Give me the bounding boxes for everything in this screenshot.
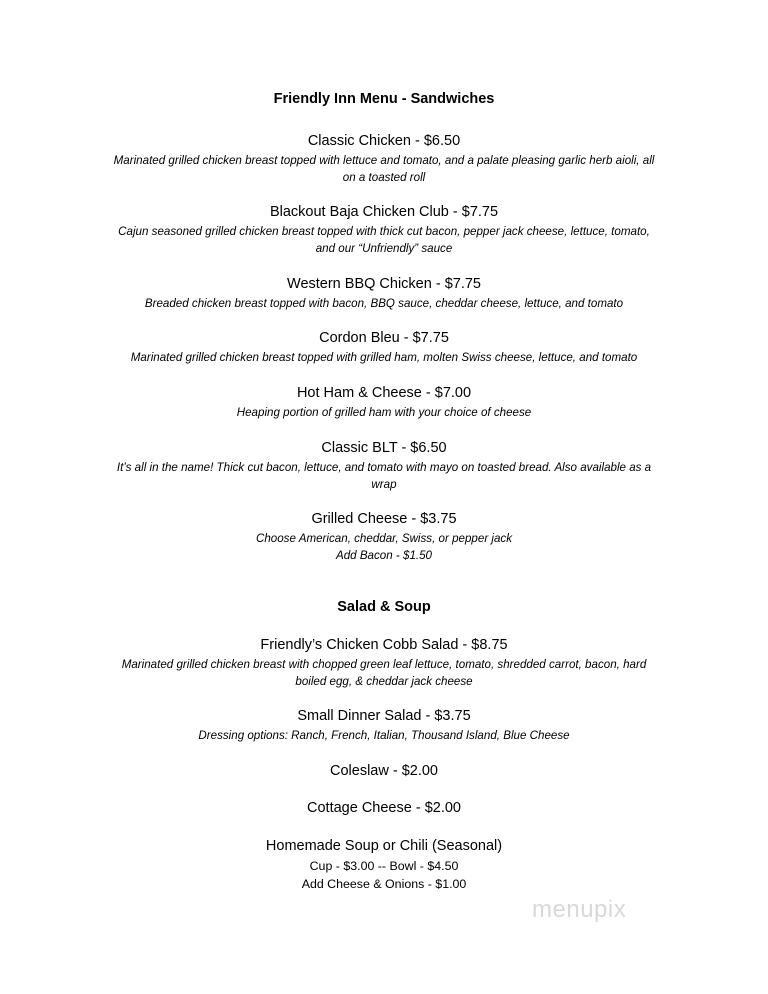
item-title: Small Dinner Salad - $3.75	[297, 708, 471, 724]
menupix-watermark: menupix	[532, 896, 627, 923]
item-title: Cottage Cheese - $2.00	[307, 800, 461, 816]
item-description: It’s all in the name! Thick cut bacon, lettuce, and tomato with mayo on toasted bread. Also available as a	[116, 461, 652, 474]
menu-item-classic-blt	[84, 439, 684, 493]
menu-item-chicken-cobb-salad	[84, 636, 684, 690]
menu-item-cottage-cheese	[84, 799, 684, 819]
menu-item-classic-chicken	[84, 132, 684, 186]
item-description: Dressing options: Ranch, French, Italian, Thousand Island, Blue Cheese	[198, 729, 570, 742]
item-title: Coleslaw - $2.00	[330, 763, 438, 779]
menu-item-western-bbq	[84, 275, 684, 312]
item-description: wrap	[371, 478, 397, 491]
item-title: Classic BLT - $6.50	[321, 440, 447, 456]
menu-item-cordon-bleu	[84, 329, 684, 366]
item-description: Choose American, cheddar, Swiss, or pepper jack	[255, 532, 513, 545]
item-title: Cordon Bleu - $7.75	[319, 330, 449, 346]
item-description: and our “Unfriendly” sauce	[315, 242, 453, 255]
item-description: Breaded chicken breast topped with bacon, BBQ sauce, cheddar cheese, lettuce, and tomato	[144, 297, 624, 310]
menu-item-coleslaw	[84, 762, 684, 782]
item-description: Marinated grilled chicken breast topped with lettuce and tomato, and a palate pleasing garlic herb aioli, all	[113, 154, 655, 167]
item-title: Hot Ham & Cheese - $7.00	[296, 385, 472, 401]
item-title: Homemade Soup or Chili (Seasonal)	[265, 838, 503, 854]
item-price-line: Cup - $3.00 -- Bowl - $4.50	[309, 859, 459, 873]
sandwiches-heading: Friendly Inn Menu - Sandwiches	[273, 91, 495, 107]
item-title: Grilled Cheese - $3.75	[311, 511, 457, 527]
salad-soup-heading: Salad & Soup	[337, 599, 431, 615]
item-description: Heaping portion of grilled ham with your choice of cheese	[236, 406, 532, 419]
item-description: Add Bacon - $1.50	[335, 549, 433, 562]
item-price-line: Add Cheese & Onions - $1.00	[301, 877, 467, 891]
menu-item-homemade-soup	[84, 837, 684, 893]
item-title: Blackout Baja Chicken Club - $7.75	[269, 204, 499, 220]
item-description: on a toasted roll	[342, 171, 426, 184]
menu-item-grilled-cheese	[84, 510, 684, 564]
item-title: Western BBQ Chicken - $7.75	[287, 276, 481, 292]
menu-item-small-dinner-salad	[84, 707, 684, 744]
item-description: Cajun seasoned grilled chicken breast topped with thick cut bacon, pepper jack cheese, lettuce, tomato,	[118, 225, 650, 238]
item-description: boiled egg, & cheddar jack cheese	[295, 675, 473, 688]
menu-item-hot-ham-cheese	[84, 384, 684, 421]
item-title: Friendly’s Chicken Cobb Salad - $8.75	[260, 637, 508, 653]
item-title: Classic Chicken - $6.50	[307, 133, 461, 149]
item-description: Marinated grilled chicken breast with chopped green leaf lettuce, tomato, shredded carrot, bacon, hard	[121, 658, 647, 671]
menu-item-blackout-baja	[84, 203, 684, 257]
item-description: Marinated grilled chicken breast topped with grilled ham, molten Swiss cheese, lettuce, and tomato	[130, 351, 638, 364]
